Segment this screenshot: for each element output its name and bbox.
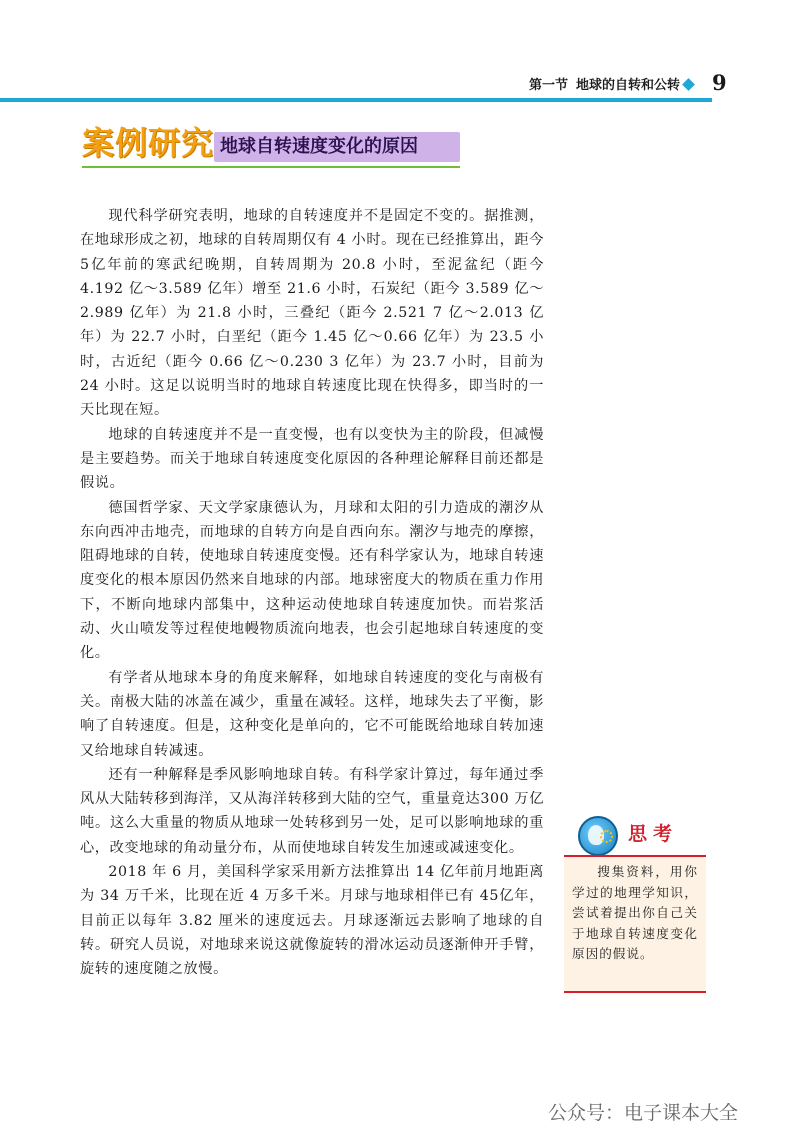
- think-prompt: 搜集资料，用你学过的地理学知识，尝试着提出你自己关于地球自转速度变化原因的假说。: [572, 864, 698, 962]
- case-study-title: 地球自转速度变化的原因: [214, 132, 460, 162]
- paragraph: 德国哲学家、天文学家康德认为，月球和太阳的引力造成的潮汐从东向西冲击地壳，而地球的自转方向是自西向东。潮汐与地壳的摩擦，阻碍地球的自转，使地球自转速度变慢。还有科学家认为，地球自转速度变化的根本原因仍然来自地球的内部。地球密度大的物质在重力作用下，不断向地球内部集中，这种运动使地球自转速度加快。而岩浆活动、火山喷发等过程使地幔物质流向地表，也会引起地球自转速度的变化。: [80, 499, 544, 662]
- paragraph: 2018 年 6 月，美国科学家采用新方法推算出 14 亿年前月地距离为 34 万千米，比现在近 4 万多千米。月球与地球相伴已有 45亿年，目前正以每年 3.82 厘米的速度远去。月球逐渐远去影响了地球的自转。研究人员说，对地球来说这就像旋转的滑冰运动员逐渐伸开手臂，旋转的速度随之放慢。: [80, 864, 544, 978]
- running-header: [480, 74, 680, 93]
- paragraph: 有学者从地球本身的角度来解释，如地球自转速度的变化与南极有关。南极大陆的冰盖在减少，重量在减轻。这样，地球失去了平衡，影响了自转速度。但是，这种变化是单向的，它不可能既给地球自转加速又给地球自转减速。: [80, 669, 544, 759]
- page-number: 9: [712, 70, 727, 95]
- paragraph: 还有一种解释是季风影响地球自转。有科学家计算过，每年通过季风从大陆转移到海洋，又从海洋转移到大陆的空气，重量竟达300 万亿吨。这么大重量的物质从地球一处转移到另一处，足可以影响地球的重心，改变地球的角动量分布，从而使地球自转发生加速或减速变化。: [80, 766, 544, 856]
- thinking-head-icon: [578, 816, 618, 856]
- think-label: 思考: [628, 823, 679, 845]
- title-underline: [82, 166, 460, 168]
- section-label: 第一节: [528, 78, 568, 93]
- diamond-icon: [682, 78, 695, 91]
- body-text: [80, 204, 544, 982]
- header-rule: [0, 98, 712, 102]
- watermark: 公众号：电子课本大全: [548, 1102, 739, 1124]
- think-text: [572, 862, 698, 965]
- case-study-label: 案例研究: [82, 124, 215, 162]
- section-title: 地球的自转和公转: [575, 78, 680, 93]
- paragraph: 地球的自转速度并不是一直变慢，也有以变快为主的阶段，但减慢是主要趋势。而关于地球自转速度变化原因的各种理论解释目前还都是假说。: [80, 426, 544, 492]
- paragraph: 现代科学研究表明，地球的自转速度并不是固定不变的。据推测，在地球形成之初，地球的自转周期仅有 4 小时。现在已经推算出，距今5亿年前的寒武纪晚期，自转周期为 20.8 小时，至泥盆纪（距今 4.192 亿～3.589 亿年）增至 21.6 小时，石炭纪（距今 3.589 亿～2.989 亿年）为 21.8 小时，三叠纪（距今 2.521 7 亿～2.013 亿年）为 22.7 小时，白垩纪（距今 1.45 亿～0.66 亿年）为 23.5 小时，古近纪（距今 0.66 亿～0.230 3 亿年）为 23.7 小时，目前为 24 小时。这足以说明当时的地球自转速度比现在快得多，即当时的一天比现在短。: [80, 208, 544, 419]
